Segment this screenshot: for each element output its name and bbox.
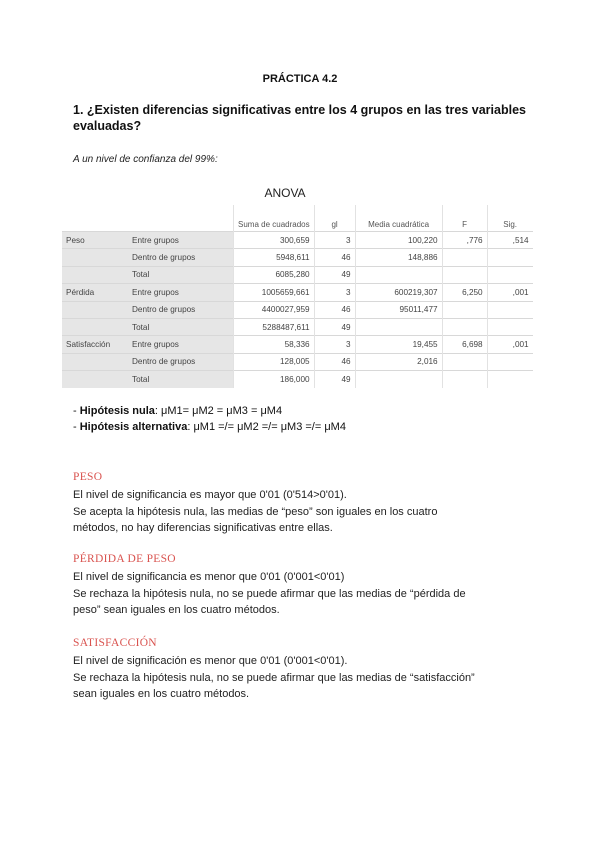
section-heading-peso: PESO [73, 471, 103, 483]
paragraph-line: sean iguales en los cuatro métodos. [73, 688, 250, 700]
table-cell: Satisfacción [62, 336, 128, 353]
table-row [62, 371, 533, 388]
null-hypothesis-text: : μM1= μM2 = μM3 = μM4 [154, 405, 283, 417]
table-cell [487, 301, 533, 318]
table-cell: Total [128, 371, 234, 388]
table-cell: Total [128, 318, 234, 335]
table-cell: 6,250 [442, 284, 487, 301]
table-cell: 100,220 [355, 232, 442, 249]
table-cell: Entre grupos [128, 284, 234, 301]
table-cell [442, 353, 487, 370]
table-cell: ,514 [487, 232, 533, 249]
confidence-note: A un nivel de confianza del 99%: [73, 154, 218, 165]
table-row [62, 284, 533, 301]
table-cell: 58,336 [234, 336, 315, 353]
paragraph-line: Se rechaza la hipótesis nula, no se puede afirmar que las medias de “satisfacción” [73, 671, 475, 684]
header-cell [62, 205, 128, 232]
table-cell [487, 249, 533, 266]
table-cell: 186,000 [234, 371, 315, 388]
alternative-hypothesis-text: : μM1 =/= μM2 =/= μM3 =/= μM4 [187, 421, 346, 433]
anova-header-row [62, 205, 533, 232]
table-cell: 1005659,661 [234, 284, 315, 301]
table-cell: 49 [314, 371, 355, 388]
table-row [62, 318, 533, 335]
question-heading: 1. ¿Existen diferencias significativas entre los 4 grupos en las tres variables evaluadas? [73, 103, 526, 133]
table-cell [62, 266, 128, 283]
paragraph-line: peso” sean iguales en los cuatro métodos. [73, 604, 280, 616]
table-cell [62, 371, 128, 388]
section-heading-perdida: PÉRDIDA DE PESO [73, 553, 176, 565]
null-hypothesis: - Hipótesis nula: μM1= μM2 = μM3 = μM4 [73, 405, 283, 417]
table-cell: 5288487,611 [234, 318, 315, 335]
table-cell: Total [128, 266, 234, 283]
alternative-hypothesis-label: Hipótesis alternativa [79, 421, 188, 433]
section-heading-satisfaccion: SATISFACCIÓN [73, 637, 157, 649]
table-cell [442, 249, 487, 266]
table-cell: Pérdida [62, 284, 128, 301]
section-body-peso [73, 487, 523, 537]
table-cell [442, 266, 487, 283]
table-cell: Dentro de grupos [128, 249, 234, 266]
table-cell: Dentro de grupos [128, 301, 234, 318]
table-row [62, 336, 533, 353]
table-cell: 2,016 [355, 353, 442, 370]
section-body-satisfaccion [73, 653, 523, 703]
table-cell: 6085,280 [234, 266, 315, 283]
table-cell [487, 371, 533, 388]
table-cell: 300,659 [234, 232, 315, 249]
paragraph-line: El nivel de significación es menor que 0'01 (0'001<0'01). [73, 655, 348, 667]
anova-title: ANOVA [264, 186, 306, 200]
table-row [62, 232, 533, 249]
paragraph-line: El nivel de significancia es menor que 0'01 (0'001<0'01) [73, 571, 345, 583]
table-cell [487, 266, 533, 283]
header-cell-sig: Sig. [487, 205, 533, 232]
header-cell-gl: gl [314, 205, 355, 232]
table-cell: 148,886 [355, 249, 442, 266]
table-cell: 5948,611 [234, 249, 315, 266]
table-row [62, 249, 533, 266]
table-cell: 95011,477 [355, 301, 442, 318]
table-cell [62, 318, 128, 335]
header-cell [128, 205, 234, 232]
table-cell: 3 [314, 284, 355, 301]
section-body-perdida [73, 569, 523, 619]
table-cell [62, 249, 128, 266]
table-row [62, 353, 533, 370]
table-cell [487, 353, 533, 370]
anova-table [62, 205, 533, 388]
paragraph-line: métodos, no hay diferencias significativas entre ellas. [73, 522, 333, 534]
table-cell [62, 301, 128, 318]
table-cell: 46 [314, 249, 355, 266]
table-row [62, 266, 533, 283]
table-cell: 46 [314, 353, 355, 370]
page-title: PRÁCTICA 4.2 [262, 73, 338, 85]
table-cell [355, 318, 442, 335]
table-cell: 49 [314, 318, 355, 335]
table-cell: 49 [314, 266, 355, 283]
table-cell: ,001 [487, 284, 533, 301]
table-cell [62, 353, 128, 370]
header-cell-f: F [442, 205, 487, 232]
table-cell: 46 [314, 301, 355, 318]
null-hypothesis-label: Hipótesis nula [79, 405, 155, 417]
table-row [62, 301, 533, 318]
table-cell: 4400027,959 [234, 301, 315, 318]
alternative-hypothesis: - Hipótesis alternativa: μM1 =/= μM2 =/= μM3 =/= μM4 [73, 421, 346, 433]
table-cell: 19,455 [355, 336, 442, 353]
table-cell: 3 [314, 336, 355, 353]
table-cell [442, 371, 487, 388]
table-cell: Entre grupos [128, 232, 234, 249]
table-cell: ,001 [487, 336, 533, 353]
table-cell: 128,005 [234, 353, 315, 370]
table-cell: Entre grupos [128, 336, 234, 353]
table-cell: 6,698 [442, 336, 487, 353]
table-cell [355, 266, 442, 283]
table-cell: 600219,307 [355, 284, 442, 301]
table-cell: Dentro de grupos [128, 353, 234, 370]
table-cell: ,776 [442, 232, 487, 249]
header-cell-suma: Suma de cuadrados [234, 205, 315, 232]
paragraph-line: Se acepta la hipótesis nula, las medias de “peso” son iguales en los cuatro [73, 505, 438, 518]
paragraph-line: El nivel de significancia es mayor que 0'01 (0'514>0'01). [73, 489, 347, 501]
table-cell [487, 318, 533, 335]
header-cell-media: Media cuadrática [355, 205, 442, 232]
table-cell: Peso [62, 232, 128, 249]
table-cell [442, 301, 487, 318]
paragraph-line: Se rechaza la hipótesis nula, no se puede afirmar que las medias de “pérdida de [73, 587, 466, 600]
table-cell [442, 318, 487, 335]
table-cell: 3 [314, 232, 355, 249]
table-cell [355, 371, 442, 388]
